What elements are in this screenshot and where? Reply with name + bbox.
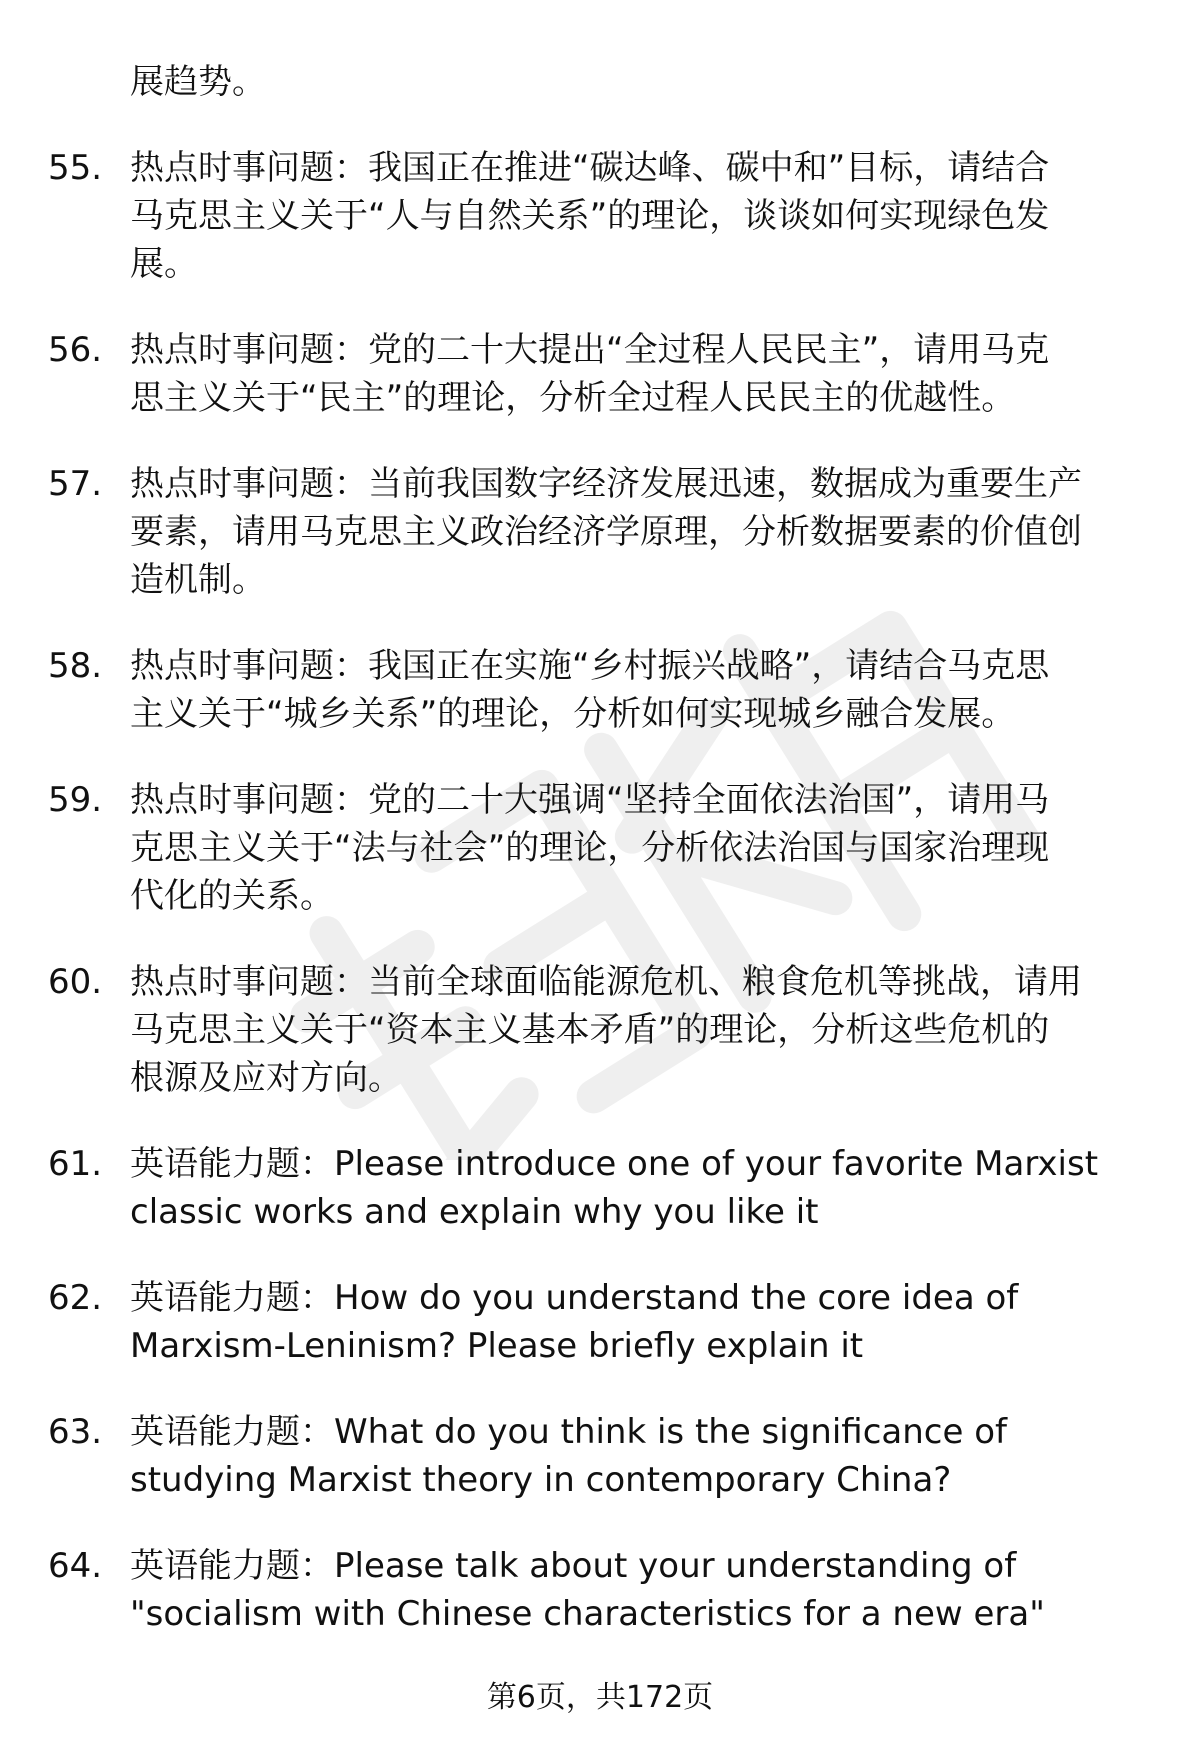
item-text-line: 英语能力题：How do you understand the core idea of [130,1278,1019,1318]
item-text-line: 热点时事问题：当前全球面临能源危机、粮食危机等挑战，请用 [130,962,1082,1002]
list-item [48,642,1148,738]
question-list [48,58,1148,1638]
item-text [130,958,1148,1102]
item-number: 56. [48,330,103,370]
list-item [48,1274,1148,1370]
item-number: 63. [48,1412,103,1452]
item-text-line: "socialism with Chinese characteristics for a new era" [130,1594,1045,1634]
item-number: 58. [48,646,103,686]
page-footer: 第6页，共172页 [486,1680,714,1715]
item-text [130,1140,1148,1236]
item-text-line: 热点时事问题：党的二十大强调“坚持全面依法治国”，请用马 [130,780,1050,820]
item-number: 64. [48,1546,103,1586]
list-item [48,776,1148,920]
item-text-line: 造机制。 [130,560,266,600]
list-item [48,144,1148,288]
list-item [48,958,1148,1102]
list-item [48,1140,1148,1236]
item-text [130,1274,1148,1370]
list-item [48,1542,1148,1638]
items-container [48,144,1148,1638]
list-item [48,1408,1148,1504]
item-text [130,326,1148,422]
list-item [48,326,1148,422]
item-number: 55. [48,148,103,188]
list-item [48,460,1148,604]
item-text-line: 热点时事问题：当前我国数字经济发展迅速，数据成为重要生产 [130,464,1082,504]
item-text-line: 英语能力题：Please introduce one of your favorite Marxist [130,1144,1099,1184]
item-text [130,776,1148,920]
item-text-line: 热点时事问题：我国正在实施“乡村振兴战略”，请结合马克思 [130,646,1050,686]
item-text-line: 英语能力题：What do you think is the significance of [130,1412,1007,1452]
item-text-line: 热点时事问题：党的二十大提出“全过程人民民主”，请用马克 [130,330,1050,370]
item-text-line: Marxism-Leninism? Please briefly explain it [130,1326,864,1366]
item-text [130,642,1148,738]
item-text-line: 代化的关系。 [130,876,334,916]
item-text-line: 根源及应对方向。 [130,1058,402,1098]
item-number: 59. [48,780,103,820]
item-text [130,1408,1148,1504]
item-text-line: 思主义关于“民主”的理论，分析全过程人民民主的优越性。 [130,378,1016,418]
item-text-line: classic works and explain why you like it [130,1192,819,1232]
item-number: 57. [48,464,103,504]
item-text [130,144,1148,288]
item-text-line: 要素，请用马克思主义政治经济学原理，分析数据要素的价值创 [130,512,1082,552]
item-text-line: 马克思主义关于“人与自然关系”的理论，谈谈如何实现绿色发 [130,196,1050,236]
item-text-line: 马克思主义关于“资本主义基本矛盾”的理论，分析这些危机的 [130,1010,1050,1050]
item-text-line: 热点时事问题：我国正在推进“碳达峰、碳中和”目标，请结合 [130,148,1050,188]
item-number: 61. [48,1144,103,1184]
item-number: 62. [48,1278,103,1318]
item-text-line: 克思主义关于“法与社会”的理论，分析依法治国与国家治理现 [130,828,1050,868]
continuation-text: 展趋势。 [130,62,266,102]
item-number: 60. [48,962,103,1002]
item-text [130,1542,1148,1638]
item-text-line: 展。 [130,244,198,284]
item-text-line: studying Marxist theory in contemporary China? [130,1460,952,1500]
item-text [130,460,1148,604]
item-text-line: 英语能力题：Please talk about your understanding of [130,1546,1017,1586]
item-text-line: 主义关于“城乡关系”的理论，分析如何实现城乡融合发展。 [130,694,1016,734]
